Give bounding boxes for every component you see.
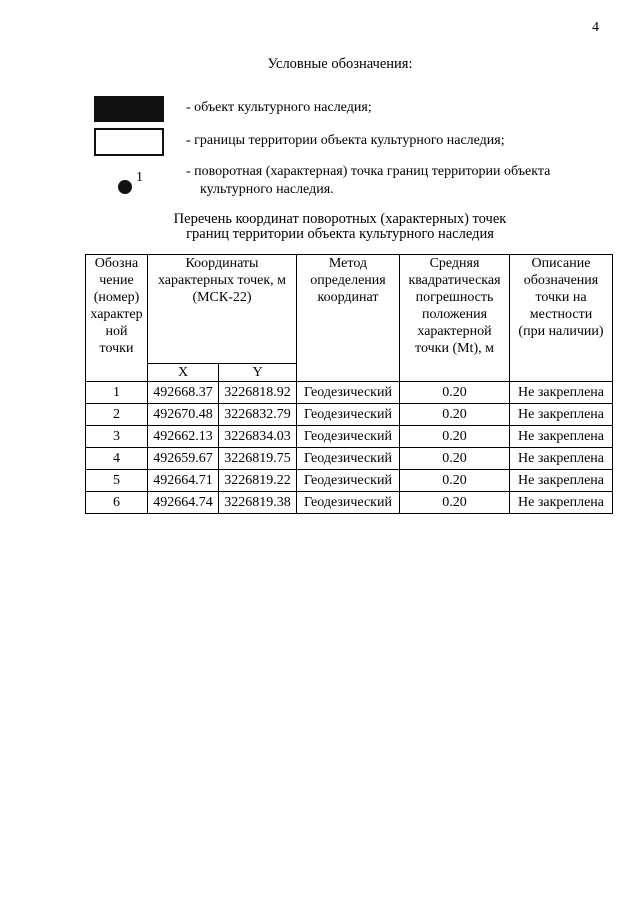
cell-error: 0.20 (400, 426, 510, 448)
cell-number: 2 (86, 404, 148, 426)
header-coordinates: Координаты характерных точек, м (МСК-22) (148, 255, 297, 364)
cell-x: 492662.13 (148, 426, 219, 448)
cell-method: Геодезический (297, 492, 400, 514)
cell-x: 492659.67 (148, 448, 219, 470)
header-designation: Обозна чение (номер) характер ной точки (86, 255, 148, 382)
cell-method: Геодезический (297, 448, 400, 470)
cell-description: Не закреплена (510, 470, 613, 492)
table-row (86, 492, 613, 514)
coordinates-table (85, 254, 613, 514)
cell-x: 492670.48 (148, 404, 219, 426)
table-title-line1: Перечень координат поворотных (характерных) точек (173, 211, 507, 227)
table-row (86, 426, 613, 448)
table-title-line2: границ территории объекта культурного наследия (186, 226, 494, 242)
legend-item-turning-point-line2: культурного наследия. (200, 182, 334, 197)
cell-description: Не закреплена (510, 426, 613, 448)
cell-method: Геодезический (297, 470, 400, 492)
table-row (86, 404, 613, 426)
header-x: X (148, 364, 219, 382)
cell-number: 6 (86, 492, 148, 514)
cell-method: Геодезический (297, 426, 400, 448)
legend-point-dot-symbol (118, 180, 132, 194)
legend-point-number: 1 (136, 170, 143, 185)
header-error: Средняя квадратическая погрешность положения характерной точки (Mt), м (400, 255, 510, 382)
cell-y: 3226819.75 (219, 448, 297, 470)
legend-title: Условные обозначения: (267, 56, 413, 72)
cell-x: 492664.71 (148, 470, 219, 492)
cell-error: 0.20 (400, 492, 510, 514)
cell-description: Не закреплена (510, 448, 613, 470)
header-method: Метод определения координат (297, 255, 400, 382)
cell-error: 0.20 (400, 448, 510, 470)
cell-number: 1 (86, 382, 148, 404)
cell-method: Геодезический (297, 404, 400, 426)
cell-description: Не закреплена (510, 382, 613, 404)
header-description: Описание обозначения точки на местности (при наличии) (510, 255, 613, 382)
cell-y: 3226832.79 (219, 404, 297, 426)
cell-error: 0.20 (400, 382, 510, 404)
table-title (150, 212, 530, 242)
cell-number: 3 (86, 426, 148, 448)
cell-error: 0.20 (400, 404, 510, 426)
cell-error: 0.20 (400, 470, 510, 492)
cell-x: 492668.37 (148, 382, 219, 404)
table-row (86, 382, 613, 404)
legend-outlined-rectangle-symbol (94, 128, 164, 156)
table-row (86, 448, 613, 470)
table-header-row (86, 255, 613, 364)
cell-y: 3226819.38 (219, 492, 297, 514)
legend-item-turning-point-line1: - поворотная (характерная) точка границ территории объекта (186, 164, 551, 179)
header-y: Y (219, 364, 297, 382)
cell-number: 4 (86, 448, 148, 470)
page-number: 4 (592, 20, 599, 35)
cell-x: 492664.74 (148, 492, 219, 514)
cell-method: Геодезический (297, 382, 400, 404)
cell-number: 5 (86, 470, 148, 492)
legend-filled-rectangle-symbol (94, 96, 164, 122)
cell-y: 3226834.03 (219, 426, 297, 448)
table-row (86, 470, 613, 492)
legend-item-turning-point (186, 163, 616, 199)
cell-description: Не закреплена (510, 404, 613, 426)
cell-description: Не закреплена (510, 492, 613, 514)
legend-item-object: - объект культурного наследия; (186, 100, 372, 115)
cell-y: 3226819.22 (219, 470, 297, 492)
cell-y: 3226818.92 (219, 382, 297, 404)
legend-item-boundary: - границы территории объекта культурного наследия; (186, 133, 505, 148)
